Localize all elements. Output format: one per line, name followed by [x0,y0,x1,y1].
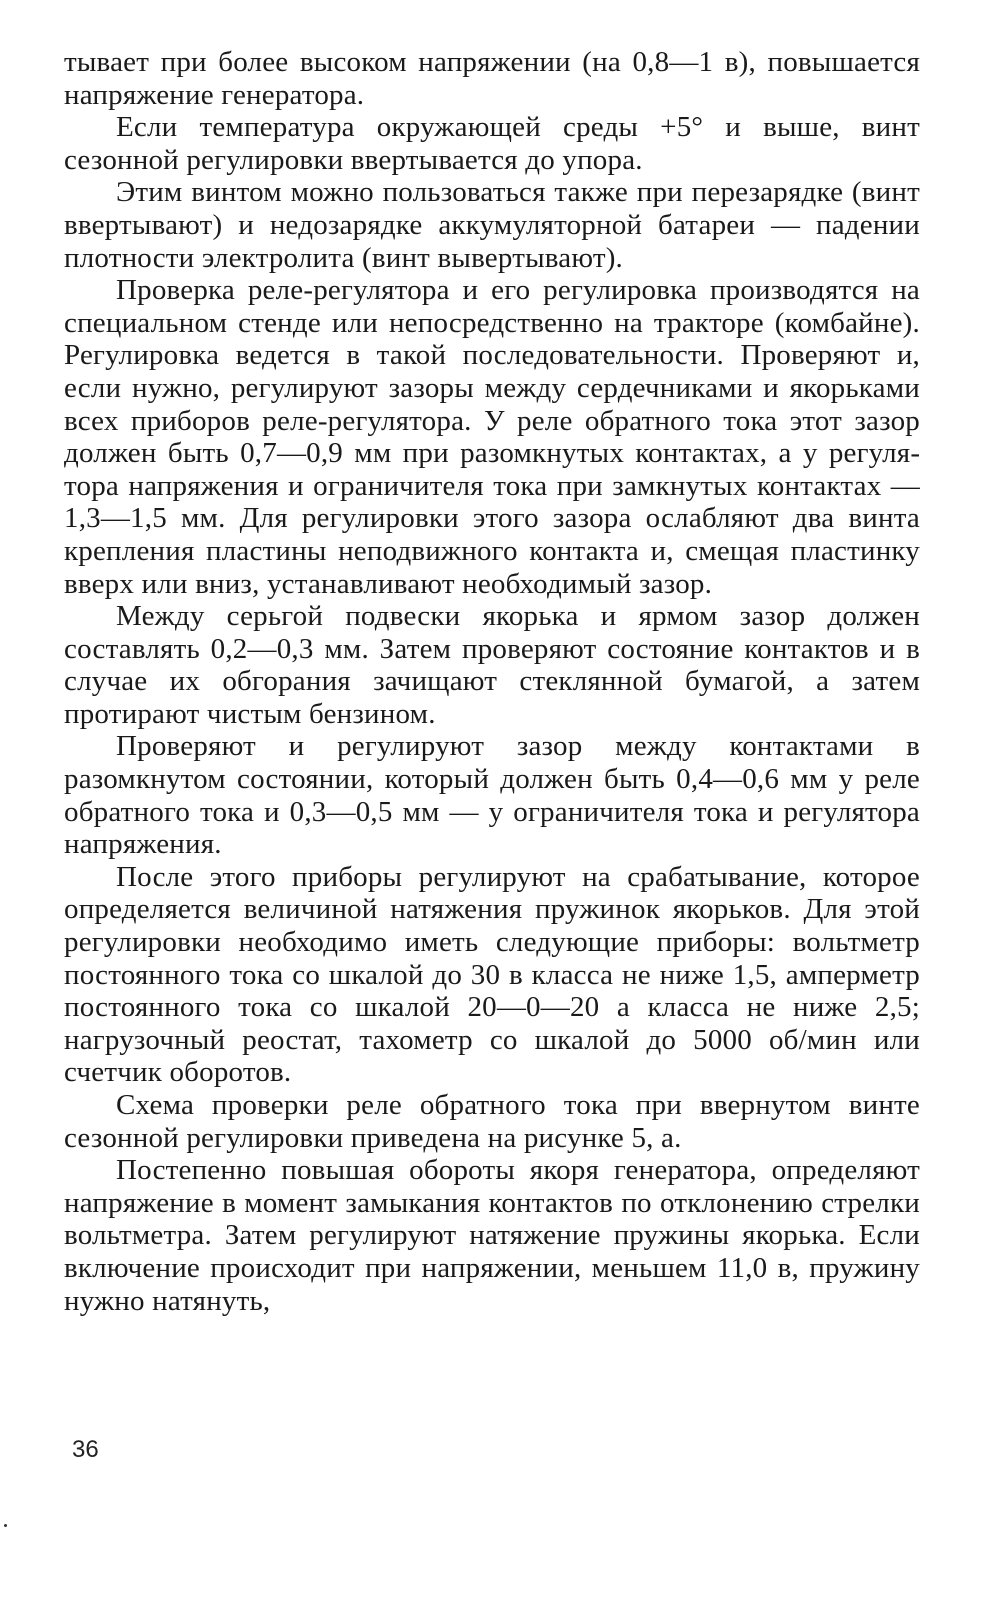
paragraph-gap: Между серьгой подвески якорька и ярмом зазор должен составлять 0,2—0,3 мм. Затем проверяют состояние контактов и в случае их обгорания зачищают стеклянной бумагой, а затем протирают чистым бензином. [64,600,920,730]
scan-speck [4,1524,7,1527]
page-body [64,46,920,1317]
paragraph-instruments: После этого приборы регулируют на срабатывание, которое определяется величиной натяжения пружинок якорьков. Для этой регулировки необходимо иметь следующие приборы: вольтметр постоянного тока со шкалой до 30 в класса не ниже 1,5, амперметр постоянного тока со шкалой 20—0—20 а класса не ниже 2,5; нагрузочный реостат, тахометр со шкалой до 5000 об/мин или счетчик оборотов. [64,860,920,1089]
paragraph-continuation: тывает при более высоком напряжении (на 0,8—1 в), повышается напряжение генератора. [64,46,920,111]
paragraph-scheme: Схема проверки реле обратного тока при ввернутом винте сезонной регулировки приведена на рисунке 5, а. [64,1089,920,1154]
paragraph-screw-usage: Этим винтом можно пользоваться также при перезарядке (винт ввертывают) и недозарядке аккумуляторной батареи — падении плотности электролита (винт вывертывают). [64,176,920,274]
paragraph-contacts: Проверяют и регулируют зазор между контактами в разомкнутом состоянии, который должен быть 0,4—0,6 мм у реле обратного тока и 0,3—0,5 мм — у ограничителя тока и регулятора напряжения. [64,730,920,861]
paragraph-temperature: Если температура окружающей среды +5° и выше, винт сезонной регулировки ввертывается до упора. [64,111,920,176]
page-number: 36 [72,1436,99,1463]
paragraph-relay-check: Проверка реле-регулятора и его регулировка производятся на специальном стенде или непосредственно на тракторе (комбайне). Регулировка ведется в такой последовательности. Проверяют и, если нужно, регулируют зазоры между сердечниками и якорьками всех приборов реле-регулятора. У реле обратного тока этот зазор должен быть 0,7—0,9 мм при разомкнутых контактах, а у регулятора напряжения и ограничителя тока при замкнутых контактах — 1,3—1,5 мм. Для регулировки этого зазора ослабляют два винта крепления пластины неподвижного контакта и, смещая пластинку вверх или вниз, устанавливают необходимый зазор. [64,274,920,600]
paragraph-procedure: Постепенно повышая обороты якоря генератора, определяют напряжение в момент замыкания контактов по отклонению стрелки вольтметра. Затем регулируют натяжение пружины якорька. Если включение происходит при напряжении, меньшем 11,0 в, пружину нужно натянуть, [64,1154,920,1317]
